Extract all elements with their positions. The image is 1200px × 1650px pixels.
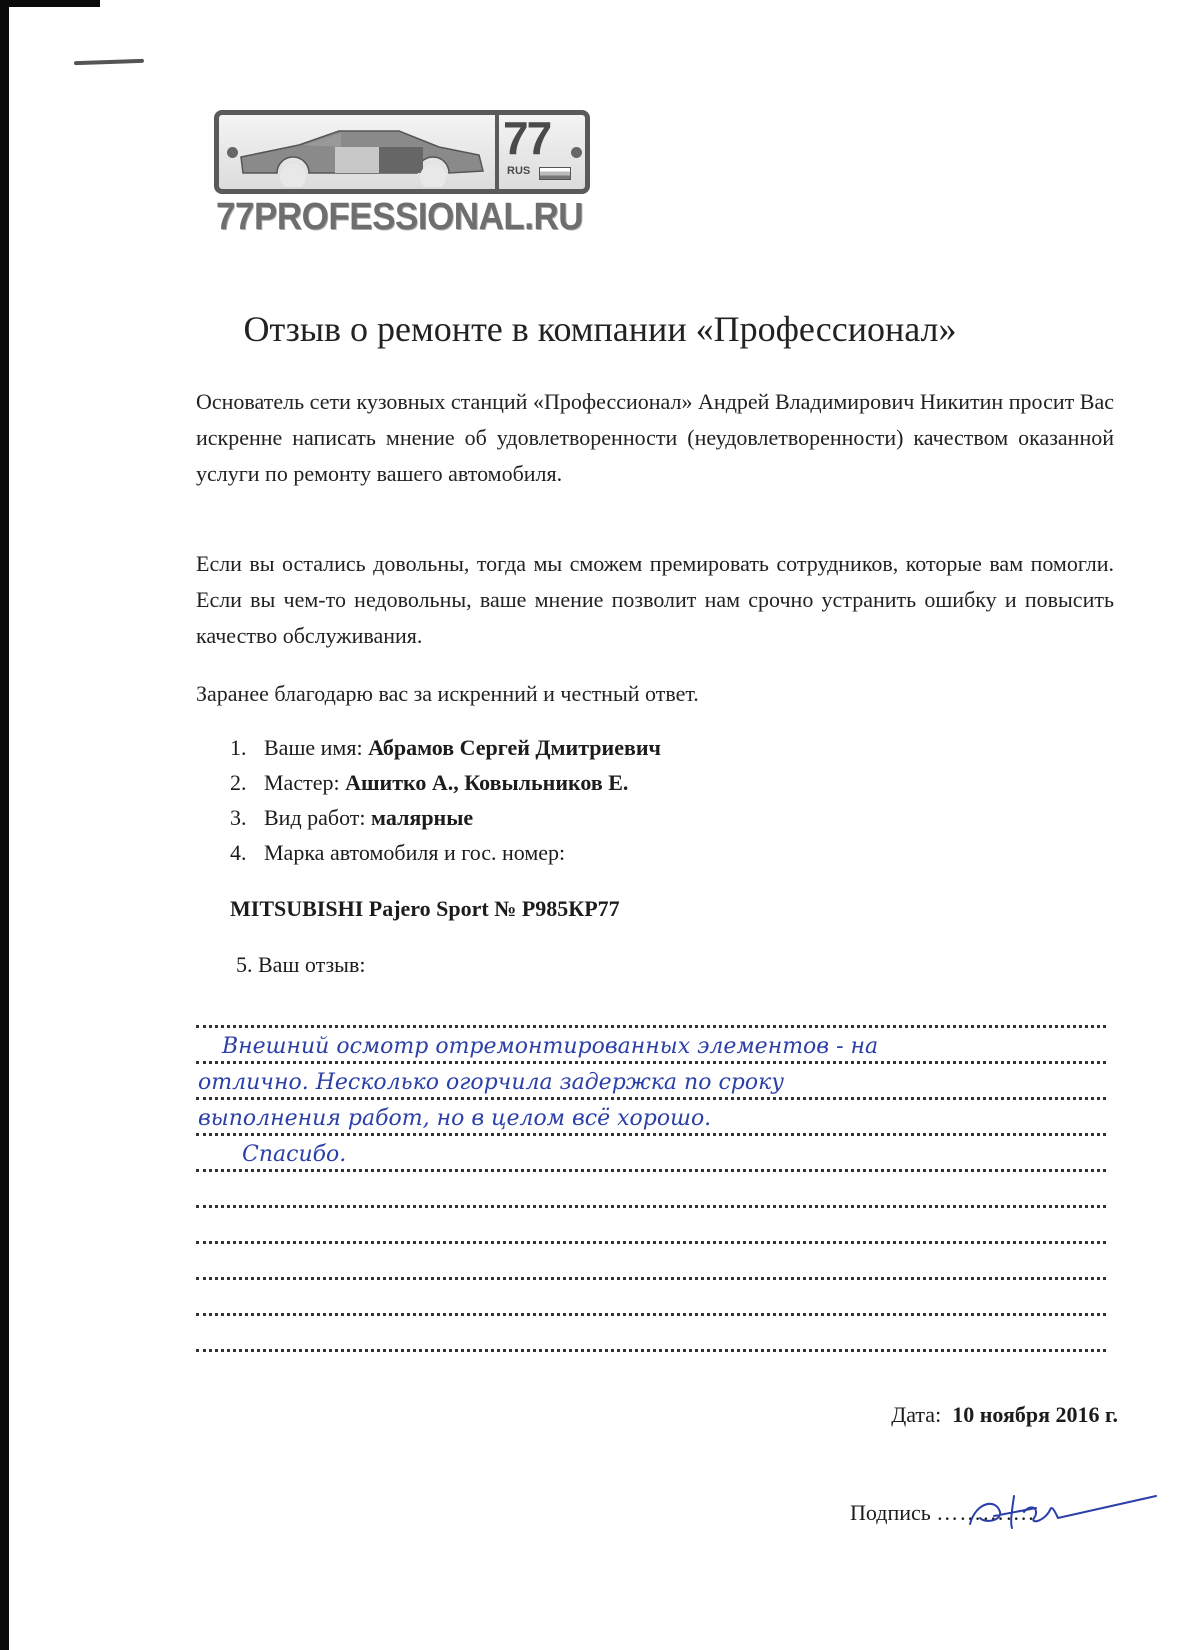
question-label: Мастер: [264, 770, 340, 795]
handwritten-review-line: отлично. Несколько огорчила задержка по сроку [198, 1070, 784, 1095]
purpose-paragraph: Если вы остались довольны, тогда мы сможем премировать сотрудников, которые вам помогли. Если вы чем-то недовольны, ваше мнение позволит нам срочно устранить ошибку и повысить качество обслуживания. [196, 551, 1114, 648]
review-line [196, 1208, 1106, 1244]
plate-region: RUS [507, 165, 531, 177]
scan-edge [0, 0, 9, 1650]
answer-name: Абрамов Сергей Дмитриевич [368, 735, 661, 760]
review-line [196, 1064, 1106, 1100]
date-label: Дата: [891, 1402, 942, 1427]
license-plate-graphic [214, 110, 590, 194]
question-label: Ваше имя: [264, 735, 363, 760]
review-line [196, 992, 1106, 1028]
answer-work-type: малярные [371, 805, 474, 830]
company-logo [214, 110, 594, 250]
flag-icon [539, 167, 571, 180]
question-master [230, 765, 661, 800]
question-list [230, 730, 661, 870]
question-number: 3. [230, 805, 247, 830]
question-number: 2. [230, 770, 247, 795]
plate-divider [495, 115, 499, 189]
review-line [196, 1100, 1106, 1136]
question-car [230, 835, 661, 870]
answer-master: Ашитко А., Ковыльников Е. [345, 770, 629, 795]
question-work-type [230, 800, 661, 835]
question-name [230, 730, 661, 765]
review-line [196, 1136, 1106, 1172]
car-silhouette-icon [239, 127, 489, 187]
review-lines [196, 992, 1106, 1352]
question-number: 1. [230, 735, 247, 760]
review-line [196, 1280, 1106, 1316]
page-title: Отзыв о ремонте в компании «Профессионал» [243, 309, 957, 349]
date-value: 10 ноября 2016 г. [952, 1402, 1118, 1427]
review-line [196, 1316, 1106, 1352]
review-line [196, 1244, 1106, 1280]
scan-edge-top [0, 0, 100, 7]
thanks-paragraph: Заранее благодарю вас за искренний и честный ответ. [196, 681, 699, 706]
review-line [196, 1172, 1106, 1208]
intro-paragraph: Основатель сети кузовных станций «Профессионал» Андрей Владимирович Никитин просит Вас искренне написать мнение об удовлетворенности (неудовлетворенности) качеством оказанной услуги по ремонту вашего автомобиля. [196, 389, 1114, 486]
handwritten-review-line: Внешний осмотр отремонтированных элементов - на [222, 1034, 879, 1059]
answer-car: MITSUBISHI Pajero Sport № Р985КР77 [230, 896, 620, 921]
scan-mark [74, 59, 144, 65]
handwritten-signature [966, 1488, 1166, 1534]
question-label: Вид работ: [264, 805, 366, 830]
handwritten-review-line: выполнения работ, но в целом всё хорошо. [198, 1106, 712, 1131]
review-line [196, 1028, 1106, 1064]
logo-site-text: 77PROFESSIONAL.RU [216, 196, 584, 238]
handwritten-review-line: Спасибо. [242, 1142, 347, 1167]
bolt-icon [571, 147, 582, 158]
question-number: 4. [230, 840, 247, 865]
date-row [891, 1402, 1118, 1428]
question-label: Марка автомобиля и гос. номер: [264, 840, 566, 865]
plate-number: 77 [503, 112, 551, 164]
signature-label: Подпись [850, 1500, 931, 1525]
review-label: 5. Ваш отзыв: [236, 952, 366, 977]
signature-dots: …………. [936, 1500, 1035, 1525]
bolt-icon [227, 147, 238, 158]
